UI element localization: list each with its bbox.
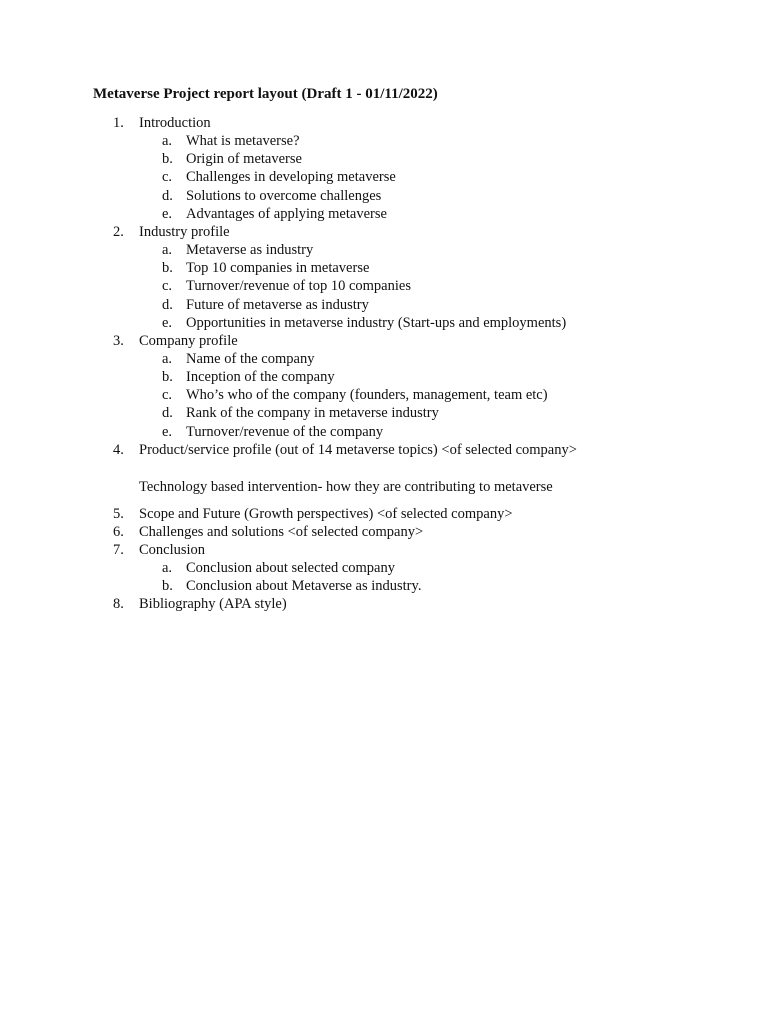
subsection-label: Solutions to overcome challenges <box>186 187 382 204</box>
subsection-label: Conclusion about selected company <box>186 559 395 576</box>
subsection-letter: d. <box>162 296 173 313</box>
subsection-label: Turnover/revenue of the company <box>186 423 384 440</box>
section-item <box>0 523 768 541</box>
subsection-label: Origin of metaverse <box>186 151 302 168</box>
section-paragraph <box>0 459 768 496</box>
section-label: Challenges and solutions <of selected company> <box>139 523 424 540</box>
subsection-label: Metaverse as industry <box>186 241 314 258</box>
section-paragraph-text: Technology based intervention- how they are contributing to metaverse <box>139 478 553 495</box>
subsection-label: Rank of the company in metaverse industry <box>186 405 439 422</box>
subsection-letter: c. <box>162 278 173 295</box>
subsection-item <box>0 187 768 205</box>
section-label: Bibliography (APA style) <box>139 596 287 613</box>
subsection-item <box>0 168 768 186</box>
section-number: 7. <box>113 541 124 558</box>
section-label: Company profile <box>139 332 238 349</box>
subsection-label: Conclusion about Metaverse as industry. <box>186 578 422 594</box>
subsection-item <box>0 386 768 404</box>
subsection-letter: d. <box>162 187 173 204</box>
subsection-letter: a. <box>162 241 173 258</box>
subsection-letter: c. <box>162 387 173 404</box>
section-item <box>0 441 768 459</box>
subsection-label: Inception of the company <box>186 369 335 386</box>
section-item <box>0 595 768 613</box>
section-item <box>0 332 768 350</box>
subsection-letter: b. <box>162 578 173 594</box>
subsection-letter: b. <box>162 151 173 168</box>
section-label: Introduction <box>139 115 211 131</box>
subsection-letter: a. <box>162 350 173 367</box>
subsection-label: What is metaverse? <box>186 133 300 149</box>
subsection-item <box>0 577 768 595</box>
section-number: 1. <box>113 115 124 131</box>
section-number: 5. <box>113 505 124 522</box>
subsection-label: Turnover/revenue of top 10 companies <box>186 278 411 295</box>
subsection-item <box>0 404 768 422</box>
subsection-letter: b. <box>162 260 173 277</box>
subsection-letter: e. <box>162 423 173 440</box>
subsection-item <box>0 277 768 295</box>
outline-list <box>0 114 768 613</box>
subsection-item <box>0 205 768 223</box>
subsection-letter: e. <box>162 314 173 331</box>
section-label: Product/service profile (out of 14 metaverse topics) <of selected company> <box>139 441 577 458</box>
subsection-item <box>0 150 768 168</box>
subsection-item <box>0 314 768 332</box>
subsection-letter: d. <box>162 405 173 422</box>
section-label: Industry profile <box>139 223 230 240</box>
section-label: Conclusion <box>139 541 206 558</box>
subsection-label: Advantages of applying metaverse <box>186 205 387 222</box>
subsection-item <box>0 559 768 577</box>
section-number: 4. <box>113 441 124 458</box>
section-item <box>0 223 768 241</box>
subsection-item <box>0 132 768 150</box>
subsection-letter: a. <box>162 559 173 576</box>
subsection-item <box>0 296 768 314</box>
section-item <box>0 114 768 132</box>
section-item <box>0 505 768 523</box>
subsection-label: Challenges in developing metaverse <box>186 169 396 186</box>
subsection-item <box>0 368 768 386</box>
subsection-letter: c. <box>162 169 173 186</box>
subsection-label: Name of the company <box>186 350 315 367</box>
section-label: Scope and Future (Growth perspectives) <of selected company> <box>139 505 513 522</box>
subsection-label: Who’s who of the company (founders, management, team etc) <box>186 387 548 404</box>
document-title: Metaverse Project report layout (Draft 1 - 01/11/2022) <box>93 86 438 102</box>
subsection-label: Opportunities in metaverse industry (Start-ups and employments) <box>186 314 567 331</box>
subsection-letter: b. <box>162 369 173 386</box>
section-item <box>0 541 768 559</box>
subsection-item <box>0 241 768 259</box>
subsection-label: Top 10 companies in metaverse <box>186 260 370 277</box>
section-number: 3. <box>113 332 124 349</box>
section-number: 6. <box>113 523 124 540</box>
section-number: 8. <box>113 596 124 613</box>
subsection-item <box>0 259 768 277</box>
subsection-letter: e. <box>162 205 173 222</box>
section-number: 2. <box>113 223 124 240</box>
subsection-label: Future of metaverse as industry <box>186 296 369 313</box>
subsection-letter: a. <box>162 133 173 149</box>
subsection-item <box>0 423 768 441</box>
subsection-item <box>0 350 768 368</box>
